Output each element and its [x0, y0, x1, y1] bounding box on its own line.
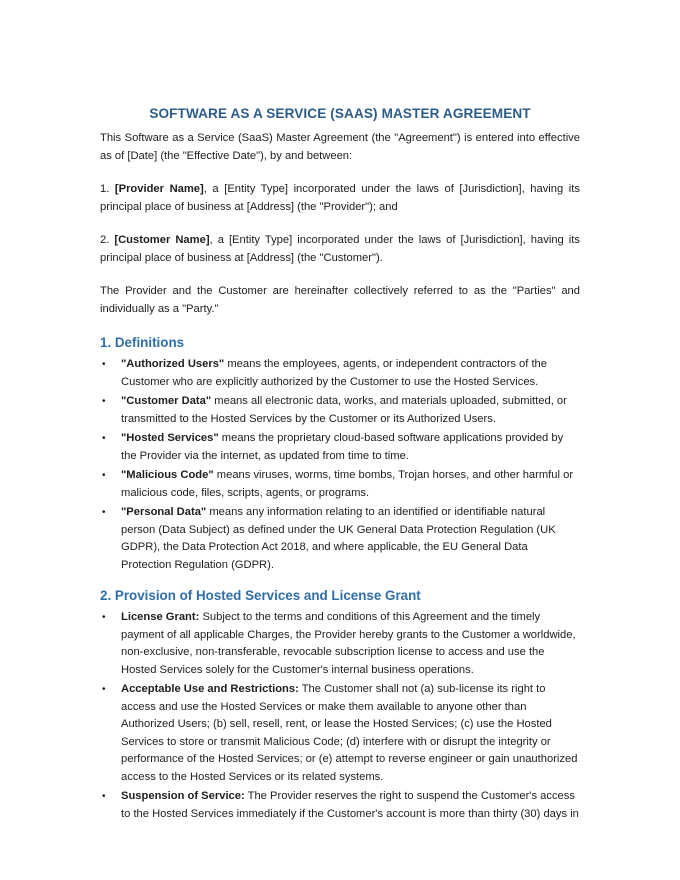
definition-text: means all electronic data, works, and materials uploaded, submitted, or transmitted to the Hosted Services by the Customer or its Authorized Users. [121, 395, 567, 425]
list-item [100, 681, 580, 786]
provider-name: [Provider Name] [114, 183, 204, 195]
definition-term: "Customer Data" [121, 395, 212, 407]
party-customer-paragraph [100, 231, 580, 267]
customer-name: [Customer Name] [114, 234, 210, 246]
definition-text: means the proprietary cloud-based software applications provided by the Provider via the internet, as updated from time to time. [121, 432, 564, 462]
section-heading-definitions: 1. Definitions [100, 335, 185, 350]
definition-term: "Personal Data" [121, 506, 207, 518]
list-item [100, 393, 580, 428]
clause-text: The Customer shall not (a) sub-license its right to access and use the Hosted Services or make them available to anyone other than Authorized Users; (b) sell, resell, rent, or lease the Hosted Services; (c) use the Hosted Services to store or transmit Malicious Code; (d) interfere with or disrupt the integrity or performance of the Hosted Services; or (e) attempt to reverse engineer or gain unauthorized access to the Hosted Services or its related systems. [121, 683, 578, 783]
definition-text: means the employees, agents, or independent contractors of the Customer who are explicitly authorized by the Customer to use the Hosted Services. [121, 358, 548, 388]
party-text: , a [Entity Type] incorporated under the laws of [Jurisdiction], having its principal place of business at [Address] (the "Customer"). [100, 234, 580, 264]
clause-term: Acceptable Use and Restrictions: [121, 683, 299, 695]
party-number: 2. [100, 234, 115, 246]
bullet-icon: • [102, 791, 106, 802]
definition-term: "Hosted Services" [121, 432, 219, 444]
document-title: SOFTWARE AS A SERVICE (SAAS) MASTER AGREEMENT [149, 106, 531, 121]
bullet-icon: • [102, 359, 106, 370]
intro-paragraph: This Software as a Service (SaaS) Master Agreement (the "Agreement") is entered into effective as of [Date] (the "Effective Date"), by and between: [100, 132, 580, 162]
definitions-list [100, 356, 580, 574]
list-item [100, 609, 580, 679]
definition-text: means viruses, worms, time bombs, Trojan horses, and other harmful or malicious code, files, scripts, agents, or programs. [121, 469, 574, 499]
bullet-icon: • [102, 507, 106, 518]
party-number: 1. [100, 183, 115, 195]
list-item [100, 467, 580, 502]
parties-paragraph: The Provider and the Customer are hereinafter collectively referred to as the "Parties" and individually as a "Party." [100, 285, 580, 315]
clause-term: License Grant: [121, 611, 200, 623]
list-item [100, 504, 580, 574]
list-item [100, 788, 580, 823]
list-item [100, 356, 580, 391]
clause-term: Suspension of Service: [121, 790, 245, 802]
section-heading-provision: 2. Provision of Hosted Services and License Grant [100, 588, 421, 603]
definition-term: "Malicious Code" [121, 469, 214, 481]
party-text: , a [Entity Type] incorporated under the laws of [Jurisdiction], having its principal place of business at [Address] (the "Provider"); and [100, 183, 580, 213]
bullet-icon: • [102, 612, 106, 623]
bullet-icon: • [102, 470, 106, 481]
provision-list [100, 609, 580, 823]
bullet-icon: • [102, 396, 106, 407]
definition-term: "Authorized Users" [121, 358, 225, 370]
list-item [100, 430, 580, 465]
clause-text: The Provider reserves the right to suspend the Customer's access to the Hosted Services immediately if the Customer's account is more than thirty (30) days in [121, 790, 579, 820]
definition-text: means any information relating to an identified or identifiable natural person (Data Subject) as defined under the UK General Data Protection Regulation (UK GDPR), the Data Protection Act 2018, and where applicable, the EU General Data Protection Regulation (GDPR). [121, 506, 556, 571]
bullet-icon: • [102, 433, 106, 444]
clause-text: Subject to the terms and conditions of this Agreement and the timely payment of all applicable Charges, the Provider hereby grants to the Customer a worldwide, non-exclusive, non-transferable, revocable subscription license to access and use the Hosted Services solely for the Customer's internal business operations. [121, 611, 576, 676]
party-provider-paragraph [100, 180, 580, 216]
bullet-icon: • [102, 684, 106, 695]
